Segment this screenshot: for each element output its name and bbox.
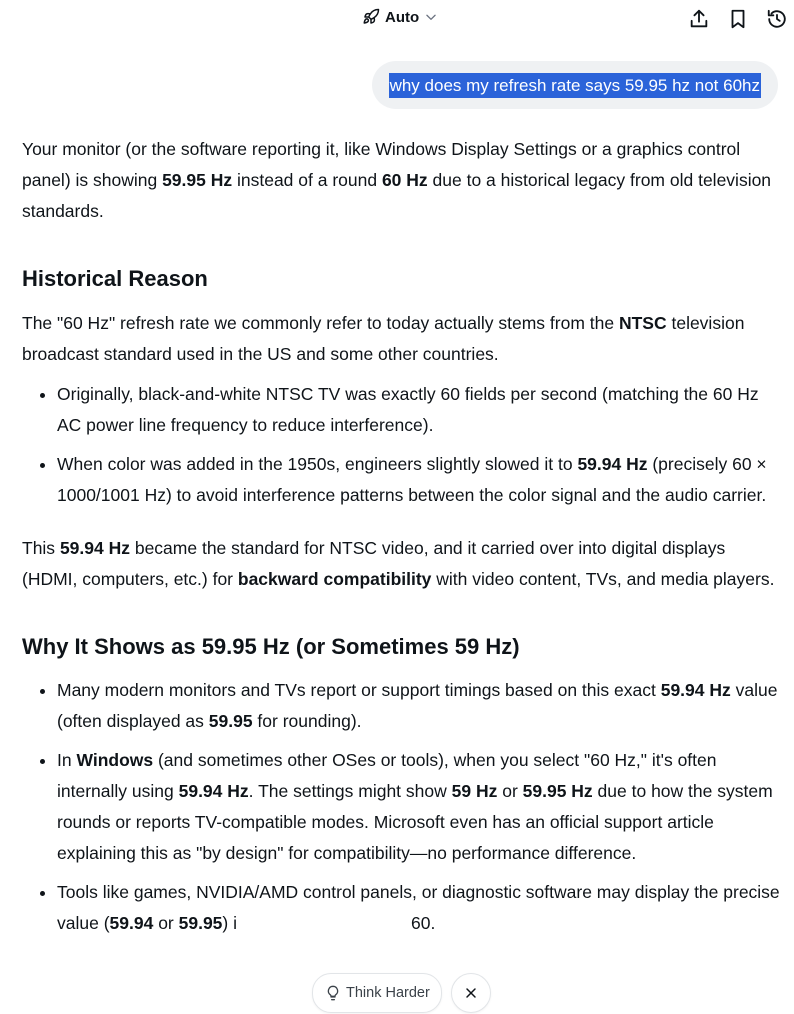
- bold-text: 59.94: [109, 913, 154, 933]
- mode-label: Auto: [385, 8, 420, 26]
- text: became the standard for NTSC video, and it carried over into digital displays (HDMI, computers, etc.) for: [22, 538, 726, 589]
- lightbulb-icon: [325, 985, 341, 1001]
- compatibility-paragraph: [22, 533, 780, 595]
- bookmark-icon[interactable]: [727, 8, 749, 30]
- why-list: [22, 675, 780, 939]
- chevron-down-icon: [424, 10, 438, 24]
- text: In: [57, 750, 77, 770]
- bold-text: 59.95 Hz: [162, 170, 233, 190]
- text: due to a historical legacy from old television standards.: [22, 170, 772, 221]
- rocket-icon: [362, 8, 380, 26]
- text: The "60 Hz" refresh rate we commonly refer to today actually stems from the: [22, 313, 619, 333]
- bold-text: 59.94 Hz: [178, 781, 249, 801]
- history-icon[interactable]: [766, 8, 788, 30]
- floating-actions: [312, 973, 491, 1013]
- list-item: [57, 745, 780, 869]
- assistant-response: [22, 134, 780, 939]
- list-item: [57, 877, 780, 939]
- text: 60.: [411, 913, 436, 933]
- bold-text: Windows: [76, 750, 154, 770]
- bold-text: 59.94 Hz: [660, 680, 731, 700]
- section-heading-historical: Historical Reason: [22, 266, 208, 291]
- ntsc-paragraph: [22, 308, 780, 370]
- text: instead of a round: [232, 170, 382, 190]
- bold-text: 59.95 Hz: [522, 781, 593, 801]
- text: This: [22, 538, 60, 558]
- top-bar: [0, 0, 794, 40]
- bold-text: NTSC: [618, 313, 667, 333]
- bold-text: 60 Hz: [381, 170, 428, 190]
- text: or: [153, 913, 179, 933]
- user-message-bubble: [372, 61, 778, 109]
- bold-text: 59.94 Hz: [577, 454, 648, 474]
- list-item: • Originally, black-and-white NTSC TV was exactly 60 fields per second (matching the 60 Hz AC power line frequency to reduce interference).: [57, 379, 780, 441]
- historical-list: [22, 379, 780, 511]
- text: due to how the system rounds or reports TV-compatible modes. Microsoft even has an official support article explaining this as "by design" for compatibility—no performance difference.: [57, 781, 773, 863]
- text: When color was added in the 1950s, engineers slightly slowed it to: [57, 454, 578, 474]
- text: with video content, TVs, and media players.: [431, 569, 775, 589]
- text: Tools like games, NVIDIA/AMD control panels, or diagnostic software may display the precise value (: [57, 882, 780, 933]
- section-heading-why: Why It Shows as 59.95 Hz (or Sometimes 59 Hz): [22, 634, 520, 659]
- text: value (often displayed as: [57, 680, 778, 731]
- text: or: [497, 781, 523, 801]
- text: Many modern monitors and TVs report or support timings based on this exact: [57, 680, 661, 700]
- share-icon[interactable]: [688, 8, 710, 30]
- bold-text: 59.94 Hz: [59, 538, 130, 558]
- text: television broadcast standard used in the US and some other countries.: [22, 313, 745, 364]
- bold-text: 59.95: [178, 913, 223, 933]
- top-actions: [688, 8, 788, 30]
- text: ) i: [222, 913, 237, 933]
- list-item: [57, 675, 780, 737]
- think-harder-button[interactable]: [312, 973, 442, 1013]
- bold-text: backward compatibility: [237, 569, 432, 589]
- close-button[interactable]: [451, 973, 491, 1013]
- intro-paragraph: [22, 134, 780, 227]
- text: Your monitor (or the software reporting it, like Windows Display Settings or a graphics control panel) is showing: [22, 139, 741, 190]
- list-item: [57, 449, 780, 511]
- text: (precisely 60 × 1000/1001 Hz) to avoid interference patterns between the color signal and the audio carrier.: [57, 454, 767, 505]
- mode-selector[interactable]: [362, 5, 438, 29]
- text: . The settings might show: [248, 781, 452, 801]
- bold-text: 59.95: [208, 711, 253, 731]
- think-harder-label: Think Harder: [346, 985, 430, 1001]
- text: (and sometimes other OSes or tools), when you select "60 Hz," it's often internally using: [57, 750, 717, 801]
- bold-text: 59 Hz: [451, 781, 498, 801]
- text: for rounding).: [252, 711, 362, 731]
- user-message-text: why does my refresh rate says 59.95 hz not 60hz: [389, 73, 761, 98]
- close-icon: [463, 985, 479, 1001]
